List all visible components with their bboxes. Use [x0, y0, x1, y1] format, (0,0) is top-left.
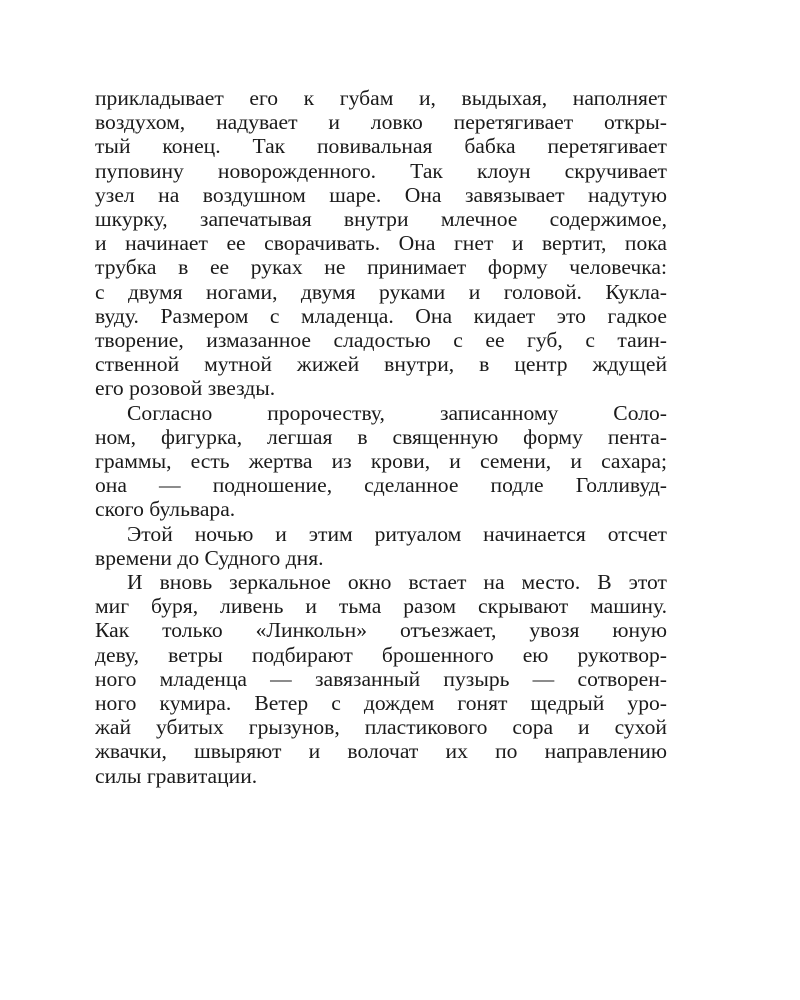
text-line: тый конец. Так повивальная бабка перетягивает	[95, 134, 667, 159]
text-line: времени до Судного дня.	[95, 545, 324, 570]
paragraph-1	[95, 86, 667, 401]
text-line: его розовой звезды.	[95, 376, 276, 401]
text-line: трубка в ее руках не принимает форму человечка:	[95, 255, 667, 280]
text-line: Этой ночью и этим ритуалом начинается отсчет	[127, 521, 667, 546]
text-line: ного младенца — завязанный пузырь — сотворен-	[95, 666, 667, 691]
text-line: она — подношение, сделанное подле Голливуд-	[95, 473, 667, 498]
text-line: творение, измазанное сладостью с ее губ, с таин-	[95, 328, 667, 353]
text-line: Согласно пророчеству, записанному Соло-	[127, 400, 667, 425]
paragraph-2	[95, 401, 667, 522]
text-line: прикладывает его к губам и, выдыхая, наполняет	[95, 86, 667, 110]
text-line: Как только «Линкольн» отъезжает, увозя юную	[95, 618, 667, 643]
text-line: ственной мутной жижей внутри, в центр ждущей	[95, 352, 667, 377]
text-line: И вновь зеркальное окно встает на место. В этот	[127, 570, 667, 595]
paragraph-3	[95, 522, 667, 570]
text-line: пуповину новорожденного. Так клоун скручивает	[95, 158, 667, 183]
body-text	[95, 86, 667, 788]
text-line: жвачки, швыряют и волочат их по направлению	[95, 739, 667, 764]
text-line: воздухом, надувает и ловко перетягивает откры-	[95, 110, 667, 135]
text-line: жай убитых грызунов, пластикового сора и сухой	[95, 715, 667, 740]
text-line: ского бульвара.	[95, 497, 236, 522]
text-line: ном, фигурка, легшая в священную форму пента-	[95, 424, 667, 449]
text-line: миг буря, ливень и тьма разом скрывают машину.	[95, 594, 667, 619]
text-line: ного кумира. Ветер с дождем гонят щедрый уро-	[95, 691, 667, 716]
paragraph-4	[95, 570, 667, 788]
text-line: вуду. Размером с младенца. Она кидает это гадкое	[95, 303, 667, 328]
text-line: силы гравитации.	[95, 763, 258, 788]
text-line: и начинает ее сворачивать. Она гнет и вертит, пока	[95, 231, 667, 256]
text-line: шкурку, запечатывая внутри млечное содержимое,	[95, 207, 667, 232]
text-line: деву, ветры подбирают брошенного ею рукотвор-	[95, 642, 667, 667]
text-line: узел на воздушном шаре. Она завязывает надутую	[95, 182, 667, 207]
text-line: граммы, есть жертва из крови, и семени, и сахара;	[95, 449, 667, 474]
text-line: с двумя ногами, двумя руками и головой. Кукла-	[95, 279, 667, 304]
